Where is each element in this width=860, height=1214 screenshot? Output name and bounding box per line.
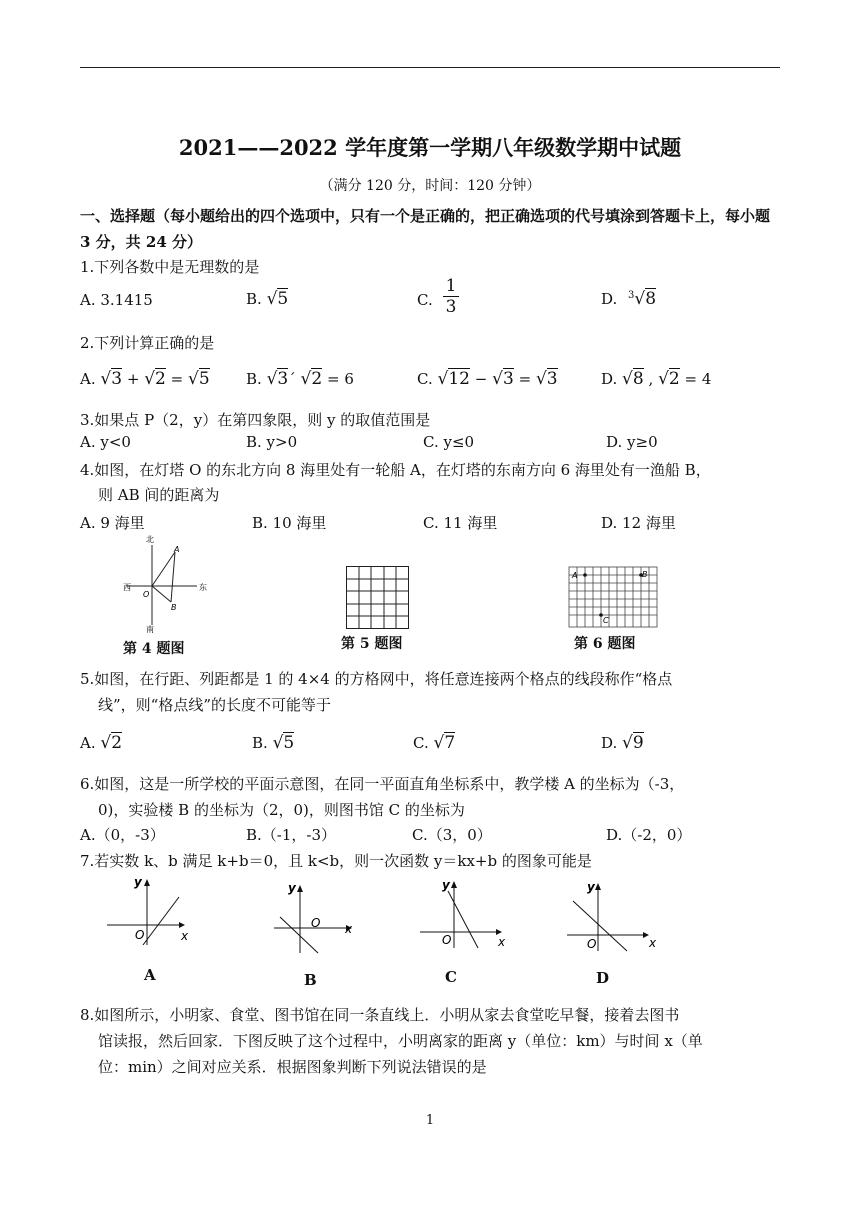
question-4-stem-cont: 则 AB 间的距离为 bbox=[98, 486, 220, 504]
q1-option-b: B. √5 bbox=[246, 289, 289, 309]
question-8-line-2: 馆读报，然后回家．下图反映了这个过程中，小明离家的距离 y（单位：km）与时间 x（单 bbox=[98, 1032, 703, 1050]
q1-option-d: D. $^3$√8 bbox=[601, 289, 657, 309]
fig4-west-label: 西 bbox=[123, 583, 131, 592]
fig6-b-label: B bbox=[642, 570, 648, 579]
q5-option-a: A. √2 bbox=[80, 733, 123, 753]
q2-option-d: D. √8 , √2 = 4 bbox=[601, 369, 712, 389]
q3-option-c: C. y≤0 bbox=[423, 433, 475, 451]
q5-option-b: B. √5 bbox=[252, 733, 295, 753]
q7c-x-label: x bbox=[498, 935, 506, 949]
figure-4-caption: 第 4 题图 bbox=[123, 641, 185, 657]
figure-5-caption: 第 5 题图 bbox=[341, 636, 403, 652]
q7d-o-label: O bbox=[587, 937, 597, 951]
question-8-line-1: 8.如图所示，小明家、食堂、图书馆在同一条直线上．小明从家去食堂吃早餐，接着去图书 bbox=[80, 1006, 680, 1024]
question-3-stem: 3.如果点 P（2，y）在第四象限，则 y 的取值范围是 bbox=[80, 411, 431, 429]
q7-label-b: B bbox=[304, 971, 317, 989]
q2-option-c: C. √12 − √3 = √3 bbox=[417, 369, 558, 389]
q7-graph-d bbox=[565, 877, 660, 952]
q4-option-c: C. 11 海里 bbox=[423, 514, 498, 532]
q4-option-a: A. 9 海里 bbox=[80, 514, 145, 532]
q2-option-a: A. √3 + √2 = √5 bbox=[80, 369, 210, 389]
q5-option-d: D. √9 bbox=[601, 733, 644, 753]
q7a-o-label: O bbox=[135, 928, 145, 942]
q7b-y-label: y bbox=[288, 881, 296, 895]
q5-option-c: C. √7 bbox=[413, 733, 456, 753]
fig4-south-label: 南 bbox=[146, 625, 154, 634]
q4-option-d: D. 12 海里 bbox=[601, 514, 676, 532]
exam-subtitle: （满分 120 分，时间：120 分钟） bbox=[319, 178, 541, 194]
q3-option-a: A. y<0 bbox=[80, 433, 131, 451]
q6-option-b: B.（-1，-3） bbox=[246, 826, 337, 844]
page-number: 1 bbox=[425, 1113, 435, 1128]
fig6-a-label: A bbox=[572, 571, 578, 580]
q1-fraction: 1 3 bbox=[443, 276, 459, 317]
section-heading: 一、选择题（每小题给出的四个选项中，只有一个是正确的，把正确选项的代号填涂到答题卡上，每小题 3 分，共 24 分） bbox=[80, 207, 771, 251]
q7d-x-label: x bbox=[649, 936, 657, 950]
q7-label-d: D bbox=[596, 969, 610, 987]
fig4-b-label: B bbox=[171, 603, 177, 612]
figure-6-grid bbox=[568, 566, 658, 628]
q7a-x-label: x bbox=[181, 929, 189, 943]
q7b-x-label: x bbox=[345, 922, 353, 936]
fig4-east-label: 东 bbox=[199, 583, 207, 592]
page-title: 2021——2022 学年度第一学期八年级数学期中试题 bbox=[178, 135, 682, 160]
q7-graph-b bbox=[272, 881, 362, 956]
fig4-o-label: O bbox=[143, 590, 150, 599]
q1-option-a: A. 3.1415 bbox=[80, 291, 153, 309]
figure-5-grid bbox=[346, 566, 410, 630]
q7c-y-label: y bbox=[442, 878, 450, 892]
fig4-north-label: 北 bbox=[146, 535, 154, 544]
question-1-stem: 1.下列各数中是无理数的是 bbox=[80, 258, 260, 276]
q6-option-d: D.（-2，0） bbox=[606, 826, 692, 844]
header-rule bbox=[80, 67, 780, 68]
q7a-y-label: y bbox=[134, 875, 142, 889]
fig6-c-label: C bbox=[603, 616, 609, 625]
q7b-o-label: O bbox=[311, 916, 321, 930]
q1-option-c: C. bbox=[417, 291, 433, 309]
q7c-o-label: O bbox=[442, 933, 452, 947]
figure-6-caption: 第 6 题图 bbox=[574, 636, 636, 652]
question-8-line-3: 位：min）之间对应关系．根据图象判断下列说法错误的是 bbox=[98, 1058, 487, 1076]
q7-graph-c bbox=[418, 876, 513, 951]
fig4-a-label: A bbox=[174, 545, 180, 554]
q6-option-c: C.（3，0） bbox=[412, 826, 492, 844]
question-5-stem: 5.如图，在行距、列距都是 1 的 4×4 的方格网中，将任意连接两个格点的线段称作“格点 bbox=[80, 670, 673, 688]
q3-option-b: B. y>0 bbox=[246, 433, 298, 451]
figure-4-diagram bbox=[115, 535, 215, 635]
question-7-stem: 7.若实数 k、b 满足 k+b＝0，且 k<b，则一次函数 y＝kx+b 的图象可能是 bbox=[80, 852, 592, 870]
question-2-stem: 2.下列计算正确的是 bbox=[80, 334, 215, 352]
question-4-stem: 4.如图，在灯塔 O 的东北方向 8 海里处有一轮船 A，在灯塔的东南方向 6 海里处有一渔船 B， bbox=[80, 461, 711, 479]
q6-option-a: A.（0，-3） bbox=[80, 826, 165, 844]
q7-label-c: C bbox=[445, 968, 457, 986]
q7-label-a: A bbox=[144, 966, 156, 984]
q7d-y-label: y bbox=[587, 880, 595, 894]
question-6-stem: 6.如图，这是一所学校的平面示意图，在同一平面直角坐标系中，教学楼 A 的坐标为（-3， bbox=[80, 775, 685, 793]
question-5-stem-cont: 线”，则“格点线”的长度不可能等于 bbox=[98, 696, 332, 714]
q2-option-b: B. √3´ √2 = 6 bbox=[246, 369, 354, 389]
q4-option-b: B. 10 海里 bbox=[252, 514, 327, 532]
q3-option-d: D. y≥0 bbox=[606, 433, 658, 451]
q7-graph-a bbox=[105, 873, 195, 948]
question-6-stem-cont: 0)，实验楼 B 的坐标为（2，0)，则图书馆 C 的坐标为 bbox=[98, 801, 465, 819]
